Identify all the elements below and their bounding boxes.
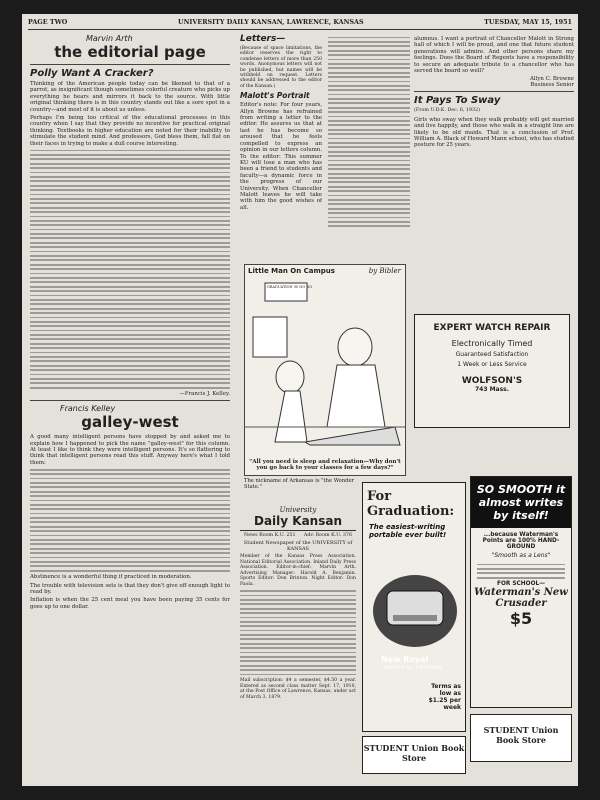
watch-line: Guaranteed Satisfaction bbox=[455, 351, 529, 358]
cartoon-sign: GRADUATION 90 NO NO bbox=[267, 285, 313, 289]
grad-subtitle: The easiest-writing portable ever built! bbox=[369, 523, 447, 539]
cartoon-title: Little Man On Campus bbox=[248, 267, 335, 275]
store-name: STUDENT Union Book Store bbox=[363, 743, 465, 763]
article-signature: —Francis J. Kelley. bbox=[179, 391, 230, 398]
editorial-page-title: the editorial page bbox=[54, 43, 206, 61]
column-paragraph: The trouble with television sets is that they don't give off enough light to read by. bbox=[30, 582, 230, 595]
pen-body: ...because Waterman's Points are 100% HAND-GROUND bbox=[482, 532, 560, 550]
store-logo-2 bbox=[470, 714, 572, 762]
watch-subtitle: Electronically Timed bbox=[451, 339, 533, 348]
editorial-byline: Marvin Arth bbox=[86, 34, 133, 43]
letter-signature-title: Business Senior bbox=[530, 82, 574, 89]
letter-signature: Allyn C. Browne bbox=[530, 76, 574, 83]
article-paragraph: Thinking of the American people today can be likened to that of a parrot, as insignificant though sometimes colorful creature who picks up everything he hears and mirrors it back to the source. With little original thinking there is in this country stands out like a sore spot in a country—and most of it is about us unless. bbox=[30, 81, 230, 113]
letter-title: Malott's Portrait bbox=[240, 91, 310, 101]
watch-title: EXPERT WATCH REPAIR bbox=[433, 323, 551, 333]
masthead-university: University bbox=[279, 506, 317, 514]
page-header bbox=[28, 17, 572, 30]
grad-terms: Terms as low as $1.25 per week bbox=[428, 683, 461, 711]
pays-source: (From U.D.K. Dec. 6, 1932) bbox=[414, 108, 481, 114]
cartoon-artist: by Bibler bbox=[368, 267, 401, 275]
page-number: PAGE TWO bbox=[28, 18, 68, 26]
pen-headline: SO SMOOTH it almost writes by itself! bbox=[471, 477, 571, 528]
editorial-column bbox=[30, 34, 230, 786]
store-name: STUDENT Union Book Store bbox=[483, 725, 559, 745]
text-block bbox=[30, 150, 230, 389]
column-paragraph: A good many intelligent persons have stopped by and asked me to explain how I happened to pick the name "galley-west" for this column. At least I like to think they were intelligent persons. It's so flattering to think that intelligent persons read this stuff. Anyway here's what I told them: bbox=[30, 434, 230, 466]
waterman-ad bbox=[470, 476, 572, 708]
page-date: TUESDAY, MAY 15, 1951 bbox=[484, 18, 572, 26]
column-paragraph: Abstinence is a wonderful thing if practiced in moderation. bbox=[30, 574, 192, 581]
cartoon-footnote: The nickname of Arkansas is "the Wonder State." bbox=[244, 478, 355, 490]
typewriter-name: New Royal bbox=[381, 655, 429, 664]
right-column bbox=[414, 34, 574, 264]
newspaper-page bbox=[22, 14, 578, 786]
column-paragraph: Inflation is when the 25 cent meal you have been paying 35 cents for goes up to one dollar. bbox=[30, 597, 230, 610]
masthead-staff: Member of the Kansas Press Association. National Editorial Association. Inland Daily Press Association. Editor-in-chief: Marvin Arth. Advertising Manager: Harold A. Benjamin. Sports Editor: Don Brinton. Night Editor: Don Paola. bbox=[240, 554, 356, 587]
watch-repair-ad bbox=[414, 314, 570, 428]
letters-column bbox=[240, 34, 322, 256]
masthead-footer: Mail subscription: $4 a semester, $4.50 a year. Entered as second class matter Sept. 17, 1910, at the Post Office of Lawrence, Kansas, under act of March 3, 1879. bbox=[240, 677, 356, 700]
letters-title: Letters— bbox=[240, 34, 286, 44]
cartoon-caption: "All you need is sleep and relaxation—Why don't you go back to your classes for a few days?" bbox=[249, 458, 401, 471]
watch-store: WOLFSON'S bbox=[461, 376, 523, 386]
paper-title: UNIVERSITY DAILY KANSAN, LAWRENCE, KANSAS bbox=[178, 18, 364, 26]
cartoon-panel bbox=[244, 264, 406, 476]
pen-price: $5 bbox=[509, 609, 533, 629]
store-logo-1 bbox=[362, 736, 466, 774]
typewriter-sub: WORLD'S No. 1 PORTABLE bbox=[383, 666, 444, 671]
pays-body: Girls who sway when they walk probably will get married and live happily, and those who walk in a straight line are likely to be old maids. That is a conclusion of Prof. William A. Black of Howard Mann school, who has studied posture for 25 years. bbox=[414, 116, 574, 149]
pays-headline: It Pays To Sway bbox=[414, 95, 501, 107]
graduation-ad bbox=[362, 482, 466, 732]
column-title: galley-west bbox=[81, 413, 179, 432]
watch-line: 1 Week or Less Service bbox=[457, 361, 527, 368]
pen-quote: "Smooth as a Lens" bbox=[491, 552, 551, 559]
letters-note: (Because of space limitations, the editor reserves the right to condense letters of more than 250 words. Anonymous letters will not be published, but names will be withheld on request. Letters should be addressed to the editor of the Kansan.) bbox=[240, 46, 322, 89]
text-block bbox=[30, 469, 230, 572]
typewriter-illustration bbox=[363, 543, 463, 653]
letter-continuation: alumnus. I want a portrait of Chancellor Malott in Strong hall of which I will be proud, and one that future student generations will admire. And other persons share my feelings. Does the Board of Regents have a responsibility to secure an adequate tribute to a chancellor who has served the board so well? bbox=[414, 36, 574, 75]
news-room: News Room K.U. 251 bbox=[244, 533, 296, 538]
cartoon-drawing bbox=[245, 277, 405, 447]
column-byline: Francis Kelley bbox=[60, 404, 116, 414]
pen-name: Waterman's New Crusader bbox=[474, 587, 568, 610]
adv-room: Adv. Room K.U. 376 bbox=[303, 533, 352, 538]
letters-continued bbox=[328, 34, 410, 256]
masthead bbox=[240, 500, 356, 786]
article-paragraph: Perhaps I'm being too critical of the educational processes in this country when I say that they provide no incentive for practical original thinking. Textbooks in higher education are noted for their inability to stimulate the student mind. And professors, God bless them, fall flat on their faces in trying to make a dull course interesting. bbox=[30, 115, 230, 147]
masthead-phones bbox=[244, 533, 352, 538]
masthead-name: Daily Kansan bbox=[240, 514, 356, 531]
masthead-description: Student Newspaper of the UNIVERSITY of KANSAS bbox=[243, 540, 353, 552]
article-headline: Polly Want A Cracker? bbox=[30, 68, 154, 79]
watch-address: 743 Mass. bbox=[474, 386, 510, 393]
pen-school: FOR SCHOOL— bbox=[497, 581, 545, 588]
grad-title: For Graduation: bbox=[367, 489, 455, 519]
letter-body: Editor's note: For four years, Allyn Browne has refrained from writing a letter to the editor. He assures us that at last he has become so aroused that he feels compelled to express an opinion in our letters column. To the editor: This summer KU will lose a man who has been a friend to students and faculty—a dynamic force in the progress of our University. When Chancellor Malott leaves he will take with him the good wishes of all. bbox=[240, 102, 322, 211]
